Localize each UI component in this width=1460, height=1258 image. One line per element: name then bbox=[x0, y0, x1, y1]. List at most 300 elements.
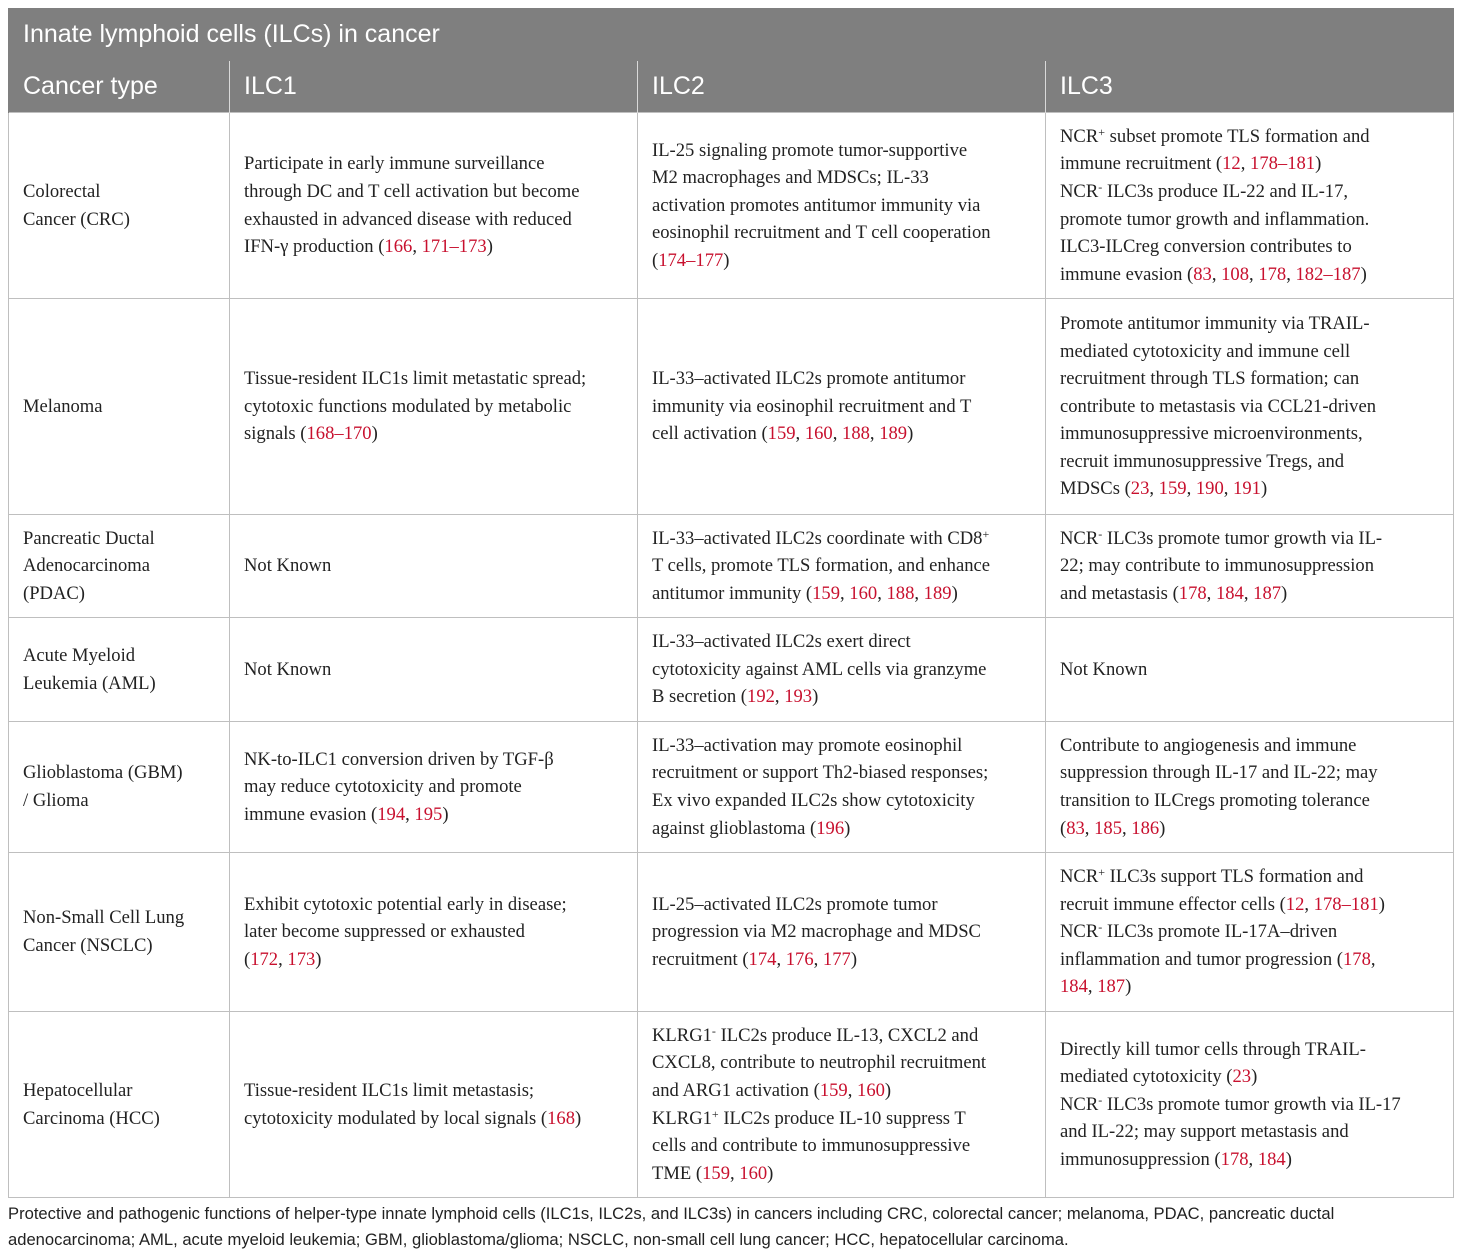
cell-line bbox=[652, 1077, 1031, 1105]
reference-link[interactable]: 188 bbox=[886, 582, 915, 604]
text-segment: IFN-γ production ( bbox=[244, 236, 385, 258]
ilc1-cell bbox=[230, 618, 638, 722]
ilc2-cell bbox=[638, 722, 1046, 853]
text-segment: inflammation and tumor progression ( bbox=[1060, 948, 1343, 970]
text-segment: ) bbox=[812, 686, 819, 708]
text-segment: Not Known bbox=[244, 555, 332, 577]
text-segment: activation promotes antitumor immunity via bbox=[652, 194, 981, 216]
text-segment: NCR bbox=[1060, 1093, 1099, 1115]
text-segment: Tissue-resident ILC1s limit metastasis; bbox=[244, 1079, 535, 1101]
text-segment: ) bbox=[907, 423, 914, 445]
cell-line bbox=[652, 247, 1031, 275]
text-segment: transition to ILCregs promoting tolerance bbox=[1060, 790, 1370, 811]
text-segment: NCR bbox=[1060, 527, 1099, 549]
cancer-type-cell bbox=[9, 515, 230, 618]
text-segment: , bbox=[774, 686, 785, 708]
reference-link[interactable]: 23 bbox=[1232, 1066, 1252, 1088]
cell-line bbox=[244, 420, 623, 448]
cell-line bbox=[652, 759, 1031, 787]
text-segment: , bbox=[1286, 263, 1296, 285]
reference-link[interactable]: 160 bbox=[804, 423, 833, 445]
text-segment: ) bbox=[850, 948, 858, 970]
cell-line: / Glioma bbox=[23, 790, 89, 811]
cell-line bbox=[244, 552, 623, 580]
text-segment: ) bbox=[1125, 976, 1132, 998]
table-body bbox=[9, 113, 1454, 1198]
cell-line: Pancreatic Ductal bbox=[23, 527, 155, 549]
header-ilc3: ILC3 bbox=[1046, 61, 1454, 113]
text-segment: , bbox=[1186, 478, 1196, 500]
text-segment: cytotoxicity against AML cells via granzyme bbox=[652, 658, 987, 680]
reference-link[interactable]: 83 bbox=[1193, 263, 1212, 285]
reference-link[interactable]: 195 bbox=[414, 803, 443, 825]
cancer-type-cell bbox=[9, 722, 230, 853]
reference-link[interactable]: 191 bbox=[1233, 478, 1261, 500]
cell-line bbox=[652, 787, 1031, 815]
reference-link[interactable]: 12 bbox=[1285, 893, 1305, 915]
ilc2-cell bbox=[638, 853, 1046, 1012]
reference-link[interactable]: 185 bbox=[1094, 817, 1122, 839]
text-segment: ) bbox=[723, 249, 730, 271]
superscript: - bbox=[711, 1023, 716, 1038]
reference-link[interactable]: 182–187 bbox=[1295, 263, 1361, 285]
text-segment: NK-to-ILC1 conversion driven by TGF-β bbox=[244, 748, 554, 770]
cell-line bbox=[1060, 233, 1439, 261]
text-segment: Contribute to angiogenesis and immune bbox=[1060, 734, 1357, 756]
cell-line bbox=[1060, 656, 1439, 684]
text-segment: cell activation ( bbox=[652, 423, 768, 445]
reference-link[interactable]: 186 bbox=[1131, 817, 1160, 839]
cell-line bbox=[652, 1022, 1031, 1050]
cell-line bbox=[652, 918, 1031, 946]
text-segment: , bbox=[1240, 153, 1251, 175]
cell-line bbox=[1060, 552, 1439, 580]
text-segment: ILC3s produce IL-22 and IL-17, bbox=[1102, 180, 1349, 202]
text-segment: IL-33–activated ILC2s promote antitumor bbox=[652, 368, 966, 390]
cell-line bbox=[1060, 1091, 1439, 1119]
ilc3-cell bbox=[1046, 515, 1454, 618]
caption-line: adenocarcinoma; AML, acute myeloid leukemia; GBM, glioblastoma/glioma; NSCLC, non-small cell lung cancer; HCC, hepatocellular carcinoma. bbox=[8, 1230, 1069, 1249]
cell-line bbox=[1060, 891, 1439, 919]
table-row bbox=[9, 299, 1454, 515]
cancer-type-cell bbox=[9, 618, 230, 722]
text-segment: immune evasion ( bbox=[1060, 263, 1194, 285]
cell-line bbox=[1060, 310, 1439, 338]
ilc-cancer-table bbox=[8, 8, 1454, 1198]
text-segment: Participate in early immune surveillance bbox=[244, 153, 545, 175]
text-segment: , bbox=[1206, 582, 1216, 604]
text-segment: ) bbox=[486, 236, 493, 258]
cell-line: Hepatocellular bbox=[23, 1079, 133, 1101]
text-segment: ILC3-ILCreg conversion contributes to bbox=[1060, 236, 1352, 258]
cell-line bbox=[1060, 787, 1439, 815]
text-segment: NCR bbox=[1060, 921, 1099, 943]
cell-line bbox=[244, 656, 623, 684]
text-segment: exhausted in advanced disease with reduced bbox=[244, 208, 572, 230]
caption-line: Protective and pathogenic functions of helper-type innate lymphoid cells (ILC1s, ILC2s, and ILC3s) in cancers including CRC, colorectal cancer; melanoma, PDAC, pancreatic ductal bbox=[8, 1204, 1335, 1223]
cell-line bbox=[1060, 261, 1439, 289]
reference-link[interactable]: 159 bbox=[812, 582, 840, 604]
cell-line bbox=[1060, 525, 1439, 553]
text-segment: later become suppressed or exhausted bbox=[244, 921, 525, 943]
text-segment: , bbox=[278, 948, 288, 970]
reference-link[interactable]: 166 bbox=[384, 236, 413, 258]
cell-line: Carcinoma (HCC) bbox=[23, 1107, 160, 1129]
ilc3-cell bbox=[1046, 722, 1454, 853]
text-segment: T cells, promote TLS formation, and enhance bbox=[652, 555, 991, 577]
ilc2-cell bbox=[638, 113, 1046, 299]
cell-line: Non-Small Cell Lung bbox=[23, 907, 185, 929]
reference-link[interactable]: 83 bbox=[1066, 817, 1085, 839]
text-segment: cytotoxicity modulated by local signals ( bbox=[244, 1107, 548, 1129]
text-segment: antitumor immunity ( bbox=[652, 582, 813, 604]
reference-link[interactable]: 160 bbox=[739, 1162, 768, 1184]
cell-line bbox=[244, 178, 623, 206]
reference-link[interactable]: 190 bbox=[1195, 478, 1224, 500]
text-segment: through DC and T cell activation but become bbox=[244, 180, 580, 202]
ilc-cancer-table-frame bbox=[8, 8, 1453, 1198]
cell-line bbox=[244, 918, 623, 946]
text-segment: subset promote TLS formation and bbox=[1105, 125, 1370, 147]
cancer-type-cell bbox=[9, 113, 230, 299]
text-segment: ILC2s produce IL-13, CXCL2 and bbox=[715, 1024, 979, 1046]
text-segment: ) bbox=[1281, 582, 1288, 604]
header-ilc1: ILC1 bbox=[230, 61, 638, 113]
cell-line bbox=[244, 1077, 623, 1105]
text-segment: immunosuppression ( bbox=[1060, 1148, 1221, 1170]
text-segment: M2 macrophages and MDSCs; IL-33 bbox=[652, 167, 929, 189]
cell-line bbox=[244, 393, 623, 421]
header-row bbox=[9, 61, 1454, 113]
text-segment: , bbox=[914, 582, 924, 604]
cell-line bbox=[244, 746, 623, 774]
cell-line bbox=[652, 946, 1031, 974]
text-segment: and metastasis ( bbox=[1060, 582, 1179, 604]
table-caption bbox=[8, 1201, 1453, 1253]
reference-link[interactable]: 23 bbox=[1130, 478, 1150, 500]
cell-line bbox=[1060, 123, 1439, 151]
text-segment: ( bbox=[244, 948, 251, 970]
cell-line: Glioblastoma (GBM) bbox=[23, 762, 183, 784]
reference-link[interactable]: 184 bbox=[1060, 976, 1088, 998]
text-segment: KLRG1 bbox=[652, 1024, 712, 1046]
reference-link[interactable]: 159 bbox=[819, 1079, 848, 1101]
header-ilc2: ILC2 bbox=[638, 61, 1046, 113]
reference-link[interactable]: 178–181 bbox=[1313, 893, 1379, 915]
text-segment: CXCL8, contribute to neutrophil recruitment bbox=[652, 1052, 987, 1074]
cell-line bbox=[244, 891, 623, 919]
text-segment: Not Known bbox=[1060, 658, 1148, 680]
ilc3-cell bbox=[1046, 1012, 1454, 1198]
cell-line bbox=[652, 628, 1031, 656]
text-segment: signals ( bbox=[244, 423, 307, 445]
reference-link[interactable]: 174 bbox=[748, 948, 777, 970]
text-segment: IL-25 signaling promote tumor-supportive bbox=[652, 139, 968, 161]
cell-line bbox=[1060, 973, 1439, 1001]
cell-line: Melanoma bbox=[23, 395, 103, 417]
reference-link[interactable]: 187 bbox=[1253, 582, 1282, 604]
cell-line bbox=[1060, 338, 1439, 366]
ilc3-cell bbox=[1046, 113, 1454, 299]
reference-link[interactable]: 187 bbox=[1097, 976, 1126, 998]
cell-line: Leukemia (AML) bbox=[23, 672, 156, 694]
text-segment: , bbox=[1084, 817, 1095, 839]
text-segment: ) bbox=[1360, 263, 1367, 285]
text-segment: ) bbox=[884, 1079, 892, 1101]
reference-link[interactable]: 172 bbox=[250, 948, 279, 970]
ilc2-cell bbox=[638, 1012, 1046, 1198]
cell-line bbox=[1060, 475, 1439, 503]
cancer-type-cell bbox=[9, 1012, 230, 1198]
ilc2-cell bbox=[638, 299, 1046, 515]
text-segment: recruit immune effector cells ( bbox=[1060, 893, 1286, 915]
text-segment: against glioblastoma ( bbox=[652, 817, 817, 839]
cell-line: Acute Myeloid bbox=[23, 644, 136, 666]
cancer-type-cell bbox=[9, 853, 230, 1012]
cell-line bbox=[652, 656, 1031, 684]
table-row bbox=[9, 853, 1454, 1012]
cell-line bbox=[652, 365, 1031, 393]
text-segment: NCR bbox=[1060, 125, 1099, 147]
text-segment: ) bbox=[1159, 817, 1166, 839]
cell-line bbox=[1060, 420, 1439, 448]
text-segment: IL-33–activated ILC2s coordinate with CD8 bbox=[652, 527, 983, 549]
reference-link[interactable]: 176 bbox=[785, 948, 814, 970]
reference-link[interactable]: 178 bbox=[1220, 1148, 1249, 1170]
text-segment: recruitment or support Th2-biased responses; bbox=[652, 762, 989, 784]
cell-line bbox=[244, 773, 623, 801]
text-segment: , bbox=[813, 948, 823, 970]
reference-link[interactable]: 168 bbox=[547, 1107, 576, 1129]
reference-link[interactable]: 160 bbox=[849, 582, 878, 604]
text-segment: promote tumor growth and inflammation. bbox=[1060, 208, 1370, 230]
reference-link[interactable]: 188 bbox=[842, 423, 870, 445]
text-segment: NCR bbox=[1060, 180, 1099, 202]
cell-line bbox=[652, 137, 1031, 165]
text-segment: , bbox=[1370, 948, 1376, 970]
cell-line bbox=[1060, 393, 1439, 421]
cell-line bbox=[244, 233, 623, 261]
ilc3-cell bbox=[1046, 299, 1454, 515]
text-segment: IL-33–activation may promote eosinophil bbox=[652, 734, 963, 756]
text-segment: ) bbox=[951, 582, 958, 604]
cell-line bbox=[244, 150, 623, 178]
ilc2-cell bbox=[638, 515, 1046, 618]
text-segment: immunity via eosinophil recruitment and T bbox=[652, 395, 972, 417]
cell-line bbox=[1060, 732, 1439, 760]
text-segment: B secretion ( bbox=[652, 686, 748, 708]
text-segment: , bbox=[1304, 893, 1314, 915]
cell-line bbox=[652, 1105, 1031, 1133]
reference-link[interactable]: 178 bbox=[1258, 263, 1287, 285]
text-segment: TME ( bbox=[652, 1162, 703, 1184]
cell-line bbox=[244, 946, 623, 974]
cell-line: Adenocarcinoma bbox=[23, 555, 150, 577]
cell-line bbox=[1060, 150, 1439, 178]
text-segment: recruitment through TLS formation; can bbox=[1060, 368, 1360, 390]
text-segment: ILC3s support TLS formation and bbox=[1105, 866, 1364, 888]
reference-link[interactable]: 193 bbox=[784, 686, 813, 708]
text-segment: ILC3s promote tumor growth via IL- bbox=[1102, 527, 1383, 549]
text-segment: ) bbox=[1315, 153, 1322, 175]
text-segment: immune recruitment ( bbox=[1060, 153, 1223, 175]
superscript: + bbox=[982, 526, 990, 541]
cell-line bbox=[1060, 1146, 1439, 1174]
superscript: + bbox=[1098, 865, 1106, 880]
superscript: + bbox=[711, 1106, 719, 1121]
reference-link[interactable]: 159 bbox=[767, 423, 796, 445]
table-row bbox=[9, 113, 1454, 299]
text-segment: ILC3s promote IL-17A–driven bbox=[1102, 921, 1338, 943]
text-segment: Promote antitumor immunity via TRAIL- bbox=[1060, 312, 1370, 334]
ilc1-cell bbox=[230, 853, 638, 1012]
reference-link[interactable]: 174–177 bbox=[658, 249, 724, 271]
text-segment: contribute to metastasis via CCL21-driven bbox=[1060, 395, 1377, 417]
text-segment: immune evasion ( bbox=[244, 803, 378, 825]
text-segment: 22; may contribute to immunosuppression bbox=[1060, 555, 1374, 577]
text-segment: immunosuppressive microenvironments, bbox=[1060, 423, 1363, 445]
cell-line bbox=[652, 525, 1031, 553]
text-segment: , bbox=[1223, 478, 1234, 500]
table-row bbox=[9, 1012, 1454, 1198]
reference-link[interactable]: 108 bbox=[1221, 263, 1250, 285]
cell-line bbox=[1060, 815, 1439, 843]
text-segment: Tissue-resident ILC1s limit metastatic spread; bbox=[244, 368, 587, 390]
cancer-type-cell bbox=[9, 299, 230, 515]
ilc2-cell bbox=[638, 618, 1046, 722]
cell-line: (PDAC) bbox=[23, 582, 85, 604]
cell-line bbox=[652, 683, 1031, 711]
text-segment: ) bbox=[1260, 478, 1268, 500]
text-segment: ) bbox=[442, 803, 449, 825]
text-segment: , bbox=[1211, 263, 1222, 285]
text-segment: ) bbox=[371, 423, 378, 445]
reference-link[interactable]: 184 bbox=[1215, 582, 1244, 604]
table-row bbox=[9, 722, 1454, 853]
reference-link[interactable]: 196 bbox=[816, 817, 845, 839]
reference-link[interactable]: 189 bbox=[879, 423, 908, 445]
reference-link[interactable]: 177 bbox=[822, 948, 851, 970]
text-segment: Not Known bbox=[244, 658, 332, 680]
text-segment: Directly kill tumor cells through TRAIL- bbox=[1060, 1038, 1366, 1060]
ilc3-cell bbox=[1046, 853, 1454, 1012]
table-row bbox=[9, 515, 1454, 618]
cell-line bbox=[244, 801, 623, 829]
cell-line bbox=[652, 420, 1031, 448]
text-segment: , bbox=[405, 803, 415, 825]
text-segment: mediated cytotoxicity and immune cell bbox=[1060, 340, 1351, 362]
text-segment: , bbox=[795, 423, 805, 445]
superscript: + bbox=[1098, 124, 1106, 139]
cell-line: Cancer (CRC) bbox=[23, 208, 130, 230]
cell-line bbox=[1060, 1118, 1439, 1146]
cell-line bbox=[652, 1132, 1031, 1160]
reference-link[interactable]: 168–170 bbox=[306, 423, 372, 445]
text-segment: ) bbox=[844, 817, 851, 839]
superscript: - bbox=[1098, 526, 1103, 541]
text-segment: IL-25–activated ILC2s promote tumor bbox=[652, 893, 938, 915]
text-segment: ( bbox=[652, 249, 659, 271]
text-segment: eosinophil recruitment and T cell cooperation bbox=[652, 222, 991, 244]
text-segment: , bbox=[832, 423, 843, 445]
text-segment: , bbox=[729, 1162, 740, 1184]
cell-line bbox=[1060, 759, 1439, 787]
text-segment: and IL-22; may support metastasis and bbox=[1060, 1121, 1349, 1143]
text-segment: ILC3s promote tumor growth via IL-17 bbox=[1102, 1093, 1401, 1115]
text-segment: , bbox=[412, 236, 422, 258]
reference-link[interactable]: 178 bbox=[1178, 582, 1207, 604]
cell-line bbox=[652, 192, 1031, 220]
cell-line bbox=[652, 393, 1031, 421]
cell-line: Colorectal bbox=[23, 180, 101, 202]
reference-link[interactable]: 178–181 bbox=[1250, 153, 1316, 175]
text-segment: ( bbox=[1060, 817, 1067, 839]
text-segment: ) bbox=[315, 948, 322, 970]
cell-line bbox=[1060, 1036, 1439, 1064]
cell-line bbox=[1060, 365, 1439, 393]
ilc1-cell bbox=[230, 299, 638, 515]
reference-link[interactable]: 178 bbox=[1342, 948, 1371, 970]
text-segment: , bbox=[1243, 582, 1254, 604]
cell-line bbox=[652, 815, 1031, 843]
text-segment: cells and contribute to immunosuppressive bbox=[652, 1135, 971, 1157]
text-segment: recruit immunosuppressive Tregs, and bbox=[1060, 450, 1345, 472]
text-segment: NCR bbox=[1060, 866, 1099, 888]
cell-line bbox=[652, 580, 1031, 608]
text-segment: KLRG1 bbox=[652, 1107, 712, 1129]
cell-line bbox=[1060, 1063, 1439, 1091]
superscript: - bbox=[1098, 1092, 1103, 1107]
reference-link[interactable]: 159 bbox=[1158, 478, 1187, 500]
text-segment: progression via M2 macrophage and MDSC bbox=[652, 921, 981, 943]
reference-link[interactable]: 194 bbox=[377, 803, 406, 825]
ilc1-cell bbox=[230, 722, 638, 853]
cell-line bbox=[1060, 206, 1439, 234]
reference-link[interactable]: 160 bbox=[857, 1079, 885, 1101]
cell-line bbox=[1060, 448, 1439, 476]
reference-link[interactable]: 192 bbox=[747, 686, 775, 708]
cell-line bbox=[1060, 918, 1439, 946]
text-segment: , bbox=[1121, 817, 1132, 839]
cell-line bbox=[244, 1105, 623, 1133]
text-segment: mediated cytotoxicity ( bbox=[1060, 1066, 1233, 1088]
reference-link[interactable]: 184 bbox=[1257, 1148, 1286, 1170]
cell-line bbox=[652, 1160, 1031, 1188]
reference-link[interactable]: 173 bbox=[287, 948, 316, 970]
superscript: - bbox=[1098, 179, 1103, 194]
cell-line bbox=[1060, 178, 1439, 206]
text-segment: ) bbox=[575, 1107, 582, 1129]
text-segment: , bbox=[776, 948, 786, 970]
text-segment: ) bbox=[1378, 893, 1385, 915]
cell-line bbox=[652, 1049, 1031, 1077]
text-segment: ) bbox=[1251, 1066, 1258, 1088]
text-segment: , bbox=[877, 582, 887, 604]
text-segment: , bbox=[1087, 976, 1098, 998]
ilc1-cell bbox=[230, 515, 638, 618]
reference-link[interactable]: 159 bbox=[702, 1162, 730, 1184]
reference-link[interactable]: 171–173 bbox=[421, 236, 487, 258]
ilc1-cell bbox=[230, 113, 638, 299]
cell-line bbox=[652, 552, 1031, 580]
reference-link[interactable]: 12 bbox=[1222, 153, 1241, 175]
reference-link[interactable]: 189 bbox=[923, 582, 952, 604]
cell-line bbox=[652, 164, 1031, 192]
text-segment: MDSCs ( bbox=[1060, 478, 1131, 500]
text-segment: ) bbox=[1285, 1148, 1292, 1170]
header-cancer-type: Cancer type bbox=[9, 61, 230, 113]
cell-line: Cancer (NSCLC) bbox=[23, 935, 153, 956]
